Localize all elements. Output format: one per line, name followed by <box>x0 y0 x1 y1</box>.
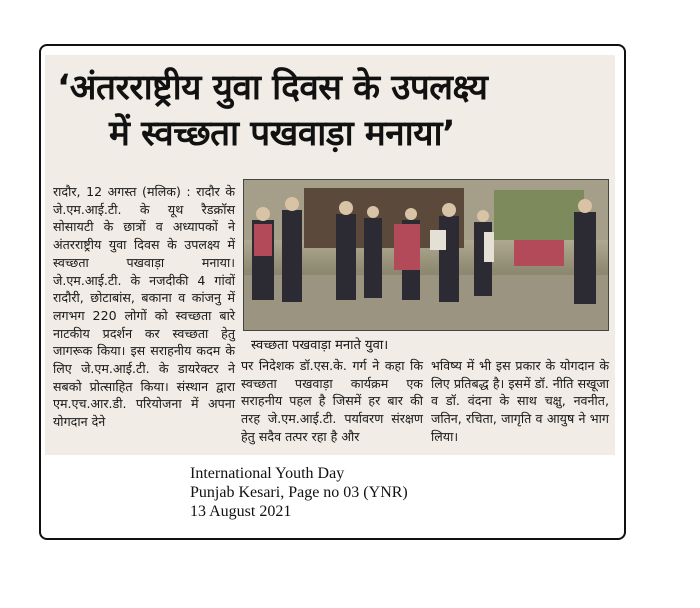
event-photo-illustration <box>244 180 608 330</box>
event-photo <box>243 179 609 331</box>
article-column-2: पर निदेशक डॉ.एस.के. गर्ग ने कहा कि स्वच्छता पखवाड़ा कार्यक्रम एक सराहनीय पहल है जिसमें हर बार की तरह जे.एम.आई.टी. पर्यावरण संरक्षण हेतु सदैव तत्पर रहा है और <box>241 358 423 444</box>
article-column-1: रादौर, 12 अगस्त (मलिक) : रादौर के जे.एम.आई.टी. के यूथ रैडक्रॉस सोसायटी के छात्रों व अध्यापकों ने अंतरराष्ट्रीय युवा दिवस के उपलक्ष्य में स्वच्छता पखवाड़ा मनाया। जे.एम.आई.टी. के नजदीकी 4 गांवों रादौरी, छोटाबांस, बकाना व कांजनु में लगभग 220 लोगों को स्वच्छता बारे नाटकीय प्रदर्शन कर स्वच्छता हेतु जागरूक किया। इस सराहनीय कदम के लिए जे.एम.आई.टी. के डायरेक्टर ने सबको प्रोत्साहित किया। संस्थान द्वारा एम.एच.आर.डी. परियोजना में अपना योगदान देने <box>53 184 235 430</box>
newspaper-clipping <box>45 55 615 455</box>
source-credits <box>190 464 408 521</box>
headline-line-1: ‘अंतरराष्ट्रीय युवा दिवस के उपलक्ष्य <box>57 68 488 108</box>
credits-event: International Youth Day <box>190 465 345 482</box>
headline-line-2: में स्वच्छता पखवाड़ा मनाया’ <box>109 114 455 154</box>
credits-publication: Punjab Kesari, Page no 03 (YNR) <box>190 484 408 501</box>
photo-caption: स्वच्छता पखवाड़ा मनाते युवा। <box>251 338 389 353</box>
article-column-3: भविष्य में भी इस प्रकार के योगदान के लिए प्रतिबद्ध है। इसमें डॉ. नीति सखूजा व डॉ. वंदना के साथ चक्षु, नवनीत, जतिन, रचिता, जागृति व आयुष ने भाग लिया। <box>431 358 609 444</box>
headline <box>57 65 605 157</box>
credits-date: 13 August 2021 <box>190 503 292 520</box>
